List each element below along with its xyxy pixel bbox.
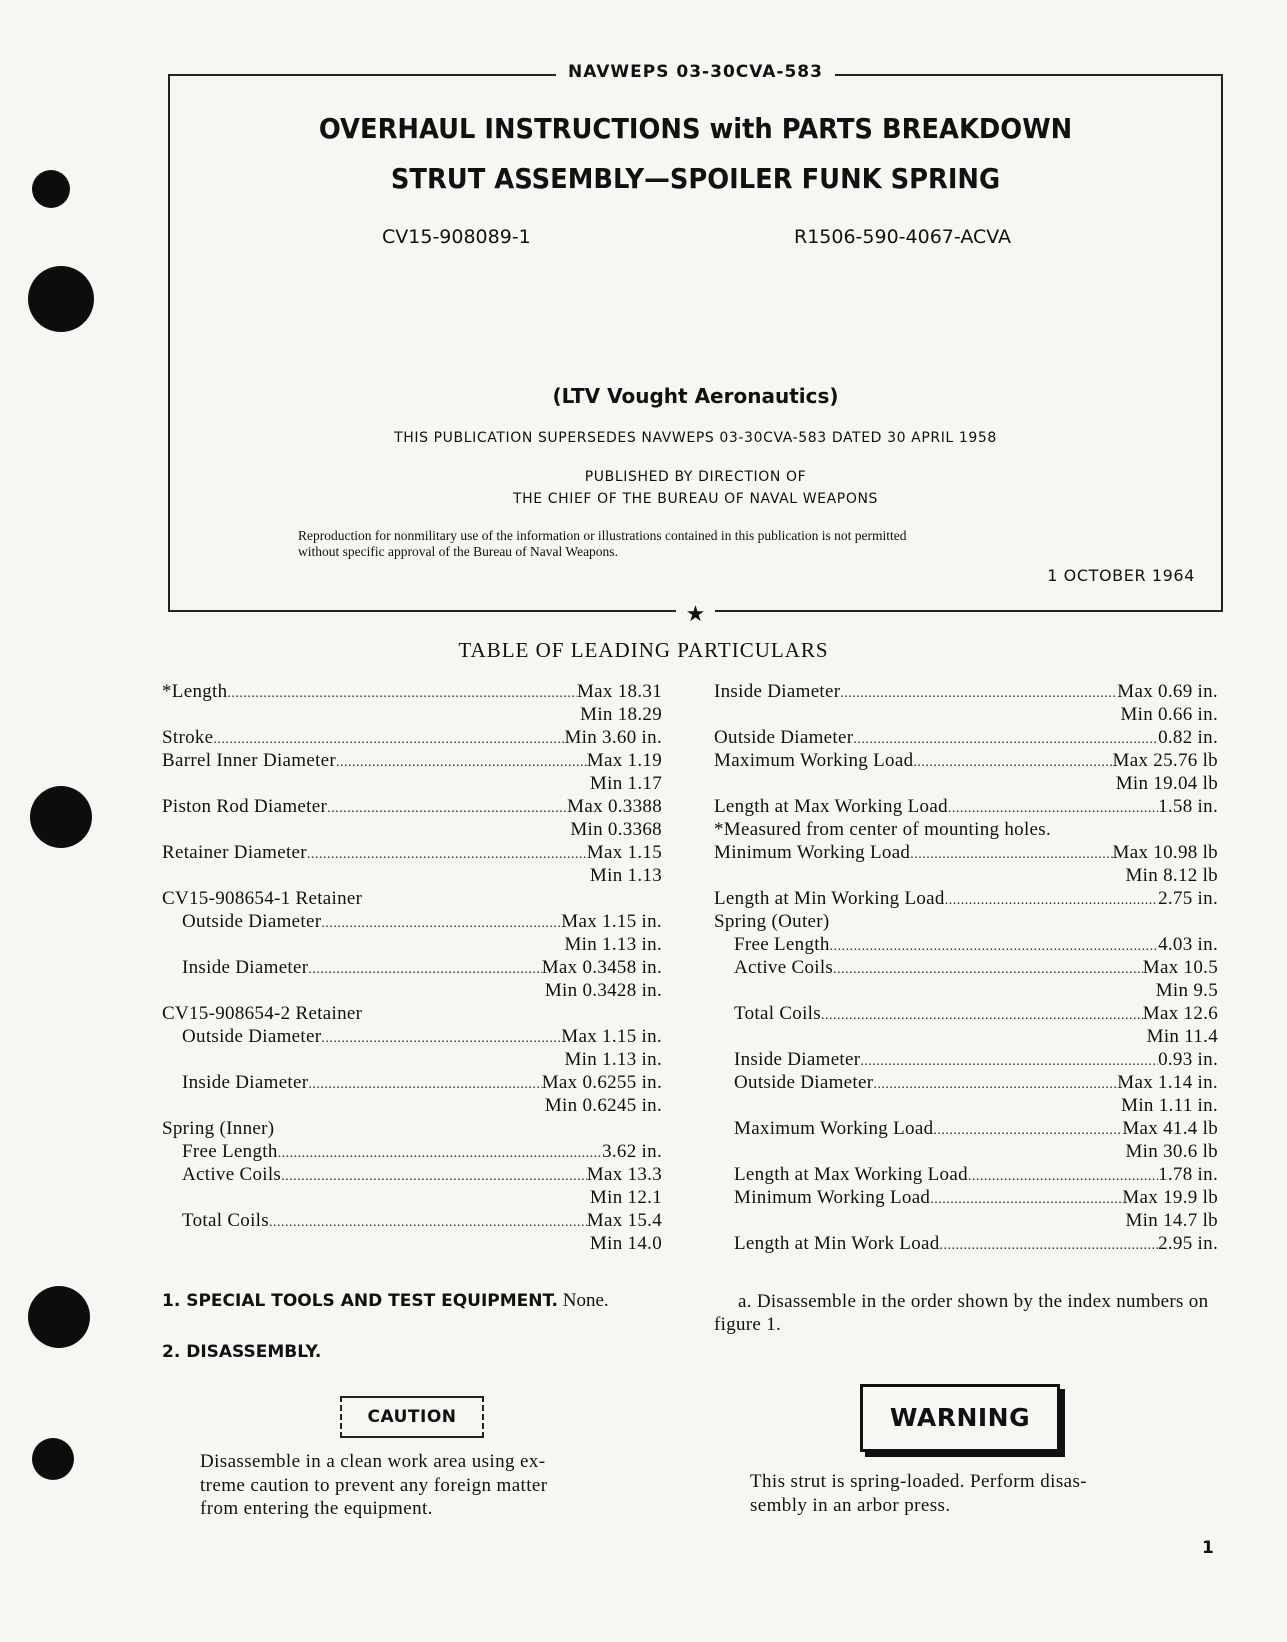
particular-label: Outside Diameter [734,1072,874,1093]
leader-dots [833,956,1143,979]
particular-value: Max 1.15 in. [561,1026,662,1047]
binder-hole [28,1286,90,1348]
leader-dots [269,1209,587,1232]
particular-row [162,1025,662,1048]
particular-value: 2.75 in. [1158,888,1218,909]
leader-dots [307,841,587,864]
particular-value: Max 0.3458 in. [541,957,662,978]
company-name: (LTV Vought Aeronautics) [552,384,839,408]
particulars-left-column [162,680,662,1255]
particular-label: *Measured from center of mounting holes. [714,819,1052,840]
part-number-right: R1506-590-4067-ACVA [794,226,1012,248]
particular-row [714,1232,1218,1255]
particular-row [714,772,1218,795]
page-number: 1 [1202,1538,1214,1558]
particular-label: Length at Max Working Load [734,1164,968,1185]
leader-dots [821,1002,1143,1025]
particular-value: Min 1.13 in. [564,1049,662,1070]
particular-row [714,910,1218,933]
caution-text [200,1450,620,1521]
leader-dots [321,1025,561,1048]
particular-row [162,795,662,818]
particular-row [162,680,662,703]
leader-dots [930,1186,1122,1209]
leader-dots [840,680,1117,703]
particular-label: Minimum Working Load [714,842,911,863]
particular-value: Min 1.13 in. [564,934,662,955]
part-number-left: CV15-908089-1 [382,226,531,248]
particular-row [714,818,1218,841]
warning-text [750,1470,1190,1517]
particular-value: Max 0.3388 [567,796,662,817]
binder-hole [32,1438,74,1480]
particular-value: Min 8.12 lb [1125,865,1218,886]
particular-label: Inside Diameter [182,1072,309,1093]
caution-line: Disassemble in a clean work area using ex- [200,1451,546,1472]
particular-label: Active Coils [734,957,834,978]
particular-row [714,1140,1218,1163]
particular-row [714,933,1218,956]
particular-label: Outside Diameter [182,911,322,932]
particular-value: Min 19.04 lb [1115,773,1218,794]
particular-value: Max 18.31 [576,681,662,702]
publication-date: 1 OCTOBER 1964 [1047,566,1195,585]
particular-label: Spring (Inner) [162,1118,275,1139]
binder-hole [28,266,94,332]
particular-value: 0.93 in. [1158,1049,1218,1070]
caution-line: treme caution to prevent any foreign matter [200,1474,548,1496]
particular-row [162,864,662,887]
warning-line: sembly in an arbor press. [750,1494,951,1516]
particular-label: Total Coils [182,1210,269,1231]
particular-value: Min 14.7 lb [1125,1210,1218,1231]
particular-value: Min 30.6 lb [1125,1141,1218,1162]
particular-row [714,887,1218,910]
title-line-2: STRUT ASSEMBLY—SPOILER FUNK SPRING [390,162,1001,195]
particular-row [714,956,1218,979]
leader-dots [308,1071,541,1094]
particular-value: 2.95 in. [1158,1233,1218,1254]
warning-line: This strut is spring-loaded. Perform disas- [750,1471,1087,1492]
particular-row [714,1071,1218,1094]
particular-value: Min 11.4 [1146,1026,1218,1047]
leader-dots [860,1048,1158,1071]
particular-label: Maximum Working Load [714,750,914,771]
particular-value: Min 0.66 in. [1120,704,1218,725]
leader-dots [336,749,587,772]
section-1-text: None. [562,1290,609,1311]
particular-value: Max 15.4 [586,1210,662,1231]
particular-row [162,1140,662,1163]
particular-row [162,1094,662,1117]
particular-value: 1.78 in. [1158,1164,1218,1185]
leader-dots [213,726,564,749]
particular-row [714,979,1218,1002]
particular-row [714,1163,1218,1186]
particular-row [714,1094,1218,1117]
leader-dots [968,1163,1158,1186]
particular-row [162,1163,662,1186]
particular-label: Active Coils [182,1164,282,1185]
particular-value: Min 1.13 [589,865,662,886]
particular-row [162,933,662,956]
particular-value: Max 1.15 [586,842,662,863]
particular-label: Free Length [182,1141,278,1162]
leader-dots [308,956,541,979]
particular-value: Max 19.9 lb [1122,1187,1218,1208]
reproduction-notice [298,528,1098,560]
particular-row [162,749,662,772]
particular-label: Retainer Diameter [162,842,307,863]
leader-dots [945,887,1158,910]
section-1-heading: 1. SPECIAL TOOLS AND TEST EQUIPMENT. [162,1291,558,1311]
particulars-right-column [714,680,1218,1255]
particular-value: Max 1.19 [586,750,662,771]
particular-row [714,1186,1218,1209]
particular-value: Min 18.29 [580,704,662,725]
particular-row [162,1002,662,1025]
particular-label: CV15-908654-1 Retainer [162,888,363,909]
leader-dots [853,726,1158,749]
particular-value: Min 0.6245 in. [544,1095,662,1116]
leader-dots [940,1232,1159,1255]
particular-value: Min 14.0 [589,1233,662,1254]
particular-value: Min 0.3428 in. [544,980,662,1001]
leader-dots [933,1117,1122,1140]
leader-dots [873,1071,1117,1094]
section-1 [162,1290,609,1312]
particular-value: Min 0.3368 [570,819,662,840]
warning-label: WARNING [860,1384,1060,1452]
particular-value: Min 9.5 [1155,980,1218,1001]
particular-row [162,772,662,795]
particular-label: Piston Rod Diameter [162,796,328,817]
particular-row [714,795,1218,818]
particular-value: Max 10.98 lb [1112,842,1218,863]
particular-row [714,1002,1218,1025]
particular-row [714,680,1218,703]
binder-hole [32,170,70,208]
particular-value: Max 13.3 [586,1164,662,1185]
leader-dots [830,933,1158,956]
particular-label: Minimum Working Load [734,1187,931,1208]
particular-value: Max 12.6 [1142,1003,1218,1024]
particular-label: Stroke [162,727,214,748]
section-2 [162,1342,321,1362]
step-a: a. Disassemble in the order shown by the index numbers on figure 1. [714,1291,1209,1335]
section-2-heading: 2. DISASSEMBLY. [162,1342,322,1362]
particular-row [162,818,662,841]
particular-row [162,1048,662,1071]
leader-dots [227,680,577,703]
particular-value: 0.82 in. [1158,727,1218,748]
particular-row [162,979,662,1002]
particular-label: Total Coils [734,1003,821,1024]
particular-label: Length at Min Working Load [714,888,945,909]
caution-label: CAUTION [340,1396,484,1438]
particular-row [162,887,662,910]
particular-row [162,956,662,979]
published-line-2: THE CHIEF OF THE BUREAU OF NAVAL WEAPONS [512,491,879,507]
star-icon: ★ [676,602,716,627]
leader-dots [281,1163,587,1186]
title-line-1: OVERHAUL INSTRUCTIONS with PARTS BREAKDOWN [318,112,1073,145]
title-frame [168,62,1223,627]
particular-row [162,1232,662,1255]
particular-label: Length at Min Work Load [734,1233,940,1254]
particular-label: Maximum Working Load [734,1118,934,1139]
leader-dots [278,1140,602,1163]
leader-dots [327,795,567,818]
leader-dots [321,910,561,933]
leader-dots [910,841,1112,864]
particular-value: Max 25.76 lb [1112,750,1218,771]
particular-row [162,1209,662,1232]
particular-value: Min 1.17 [589,773,662,794]
particular-label: Spring (Outer) [714,911,830,932]
particular-value: Max 1.15 in. [561,911,662,932]
leader-dots [913,749,1112,772]
particular-row [162,1186,662,1209]
particular-value: Max 41.4 lb [1122,1118,1218,1139]
particular-value: 3.62 in. [602,1141,662,1162]
particular-value: Max 0.69 in. [1117,681,1218,702]
particular-row [714,726,1218,749]
particular-row [714,1117,1218,1140]
particular-label: Inside Diameter [714,681,841,702]
reproduction-line-1: Reproduction for nonmilitary use of the information or illustrations contained in this publication is not permitted [298,528,907,543]
published-line-1: PUBLISHED BY DIRECTION OF [584,469,807,485]
supersedes-notice: THIS PUBLICATION SUPERSEDES NAVWEPS 03-30CVA-583 DATED 30 APRIL 1958 [394,430,997,446]
particular-row [714,864,1218,887]
particular-label: Inside Diameter [182,957,309,978]
particular-label: Length at Max Working Load [714,796,948,817]
particular-label: Outside Diameter [182,1026,322,1047]
table-title: TABLE OF LEADING PARTICULARS [458,638,829,662]
particular-label: CV15-908654-2 Retainer [162,1003,363,1024]
binder-hole [30,786,92,848]
particular-row [714,841,1218,864]
particular-row [714,703,1218,726]
particular-row [714,1025,1218,1048]
leader-dots [948,795,1158,818]
particular-row [162,1071,662,1094]
particular-row [714,1048,1218,1071]
particular-row [162,910,662,933]
particular-row [162,703,662,726]
particular-label: Outside Diameter [714,727,854,748]
particular-value: Min 3.60 in. [564,727,662,748]
particular-value: Min 1.11 in. [1121,1095,1218,1116]
particular-value: Min 12.1 [589,1187,662,1208]
particular-row [162,1117,662,1140]
particular-label: Free Length [734,934,830,955]
particular-row [162,726,662,749]
particular-label: Inside Diameter [734,1049,861,1070]
particular-row [714,749,1218,772]
particular-value: 1.58 in. [1158,796,1218,817]
reproduction-line-2: without specific approval of the Bureau of Naval Weapons. [298,544,618,559]
particular-value: Max 1.14 in. [1117,1072,1218,1093]
particular-label: Barrel Inner Diameter [162,750,337,771]
published-by [170,466,1221,510]
particular-value: Max 10.5 [1142,957,1218,978]
particular-value: Max 0.6255 in. [541,1072,662,1093]
particular-label: *Length [162,681,228,702]
particular-row [714,1209,1218,1232]
caution-line: from entering the equipment. [200,1498,433,1519]
particular-value: 4.03 in. [1158,934,1218,955]
particular-row [162,841,662,864]
doc-number: NAVWEPS 03-30CVA-583 [556,62,835,82]
